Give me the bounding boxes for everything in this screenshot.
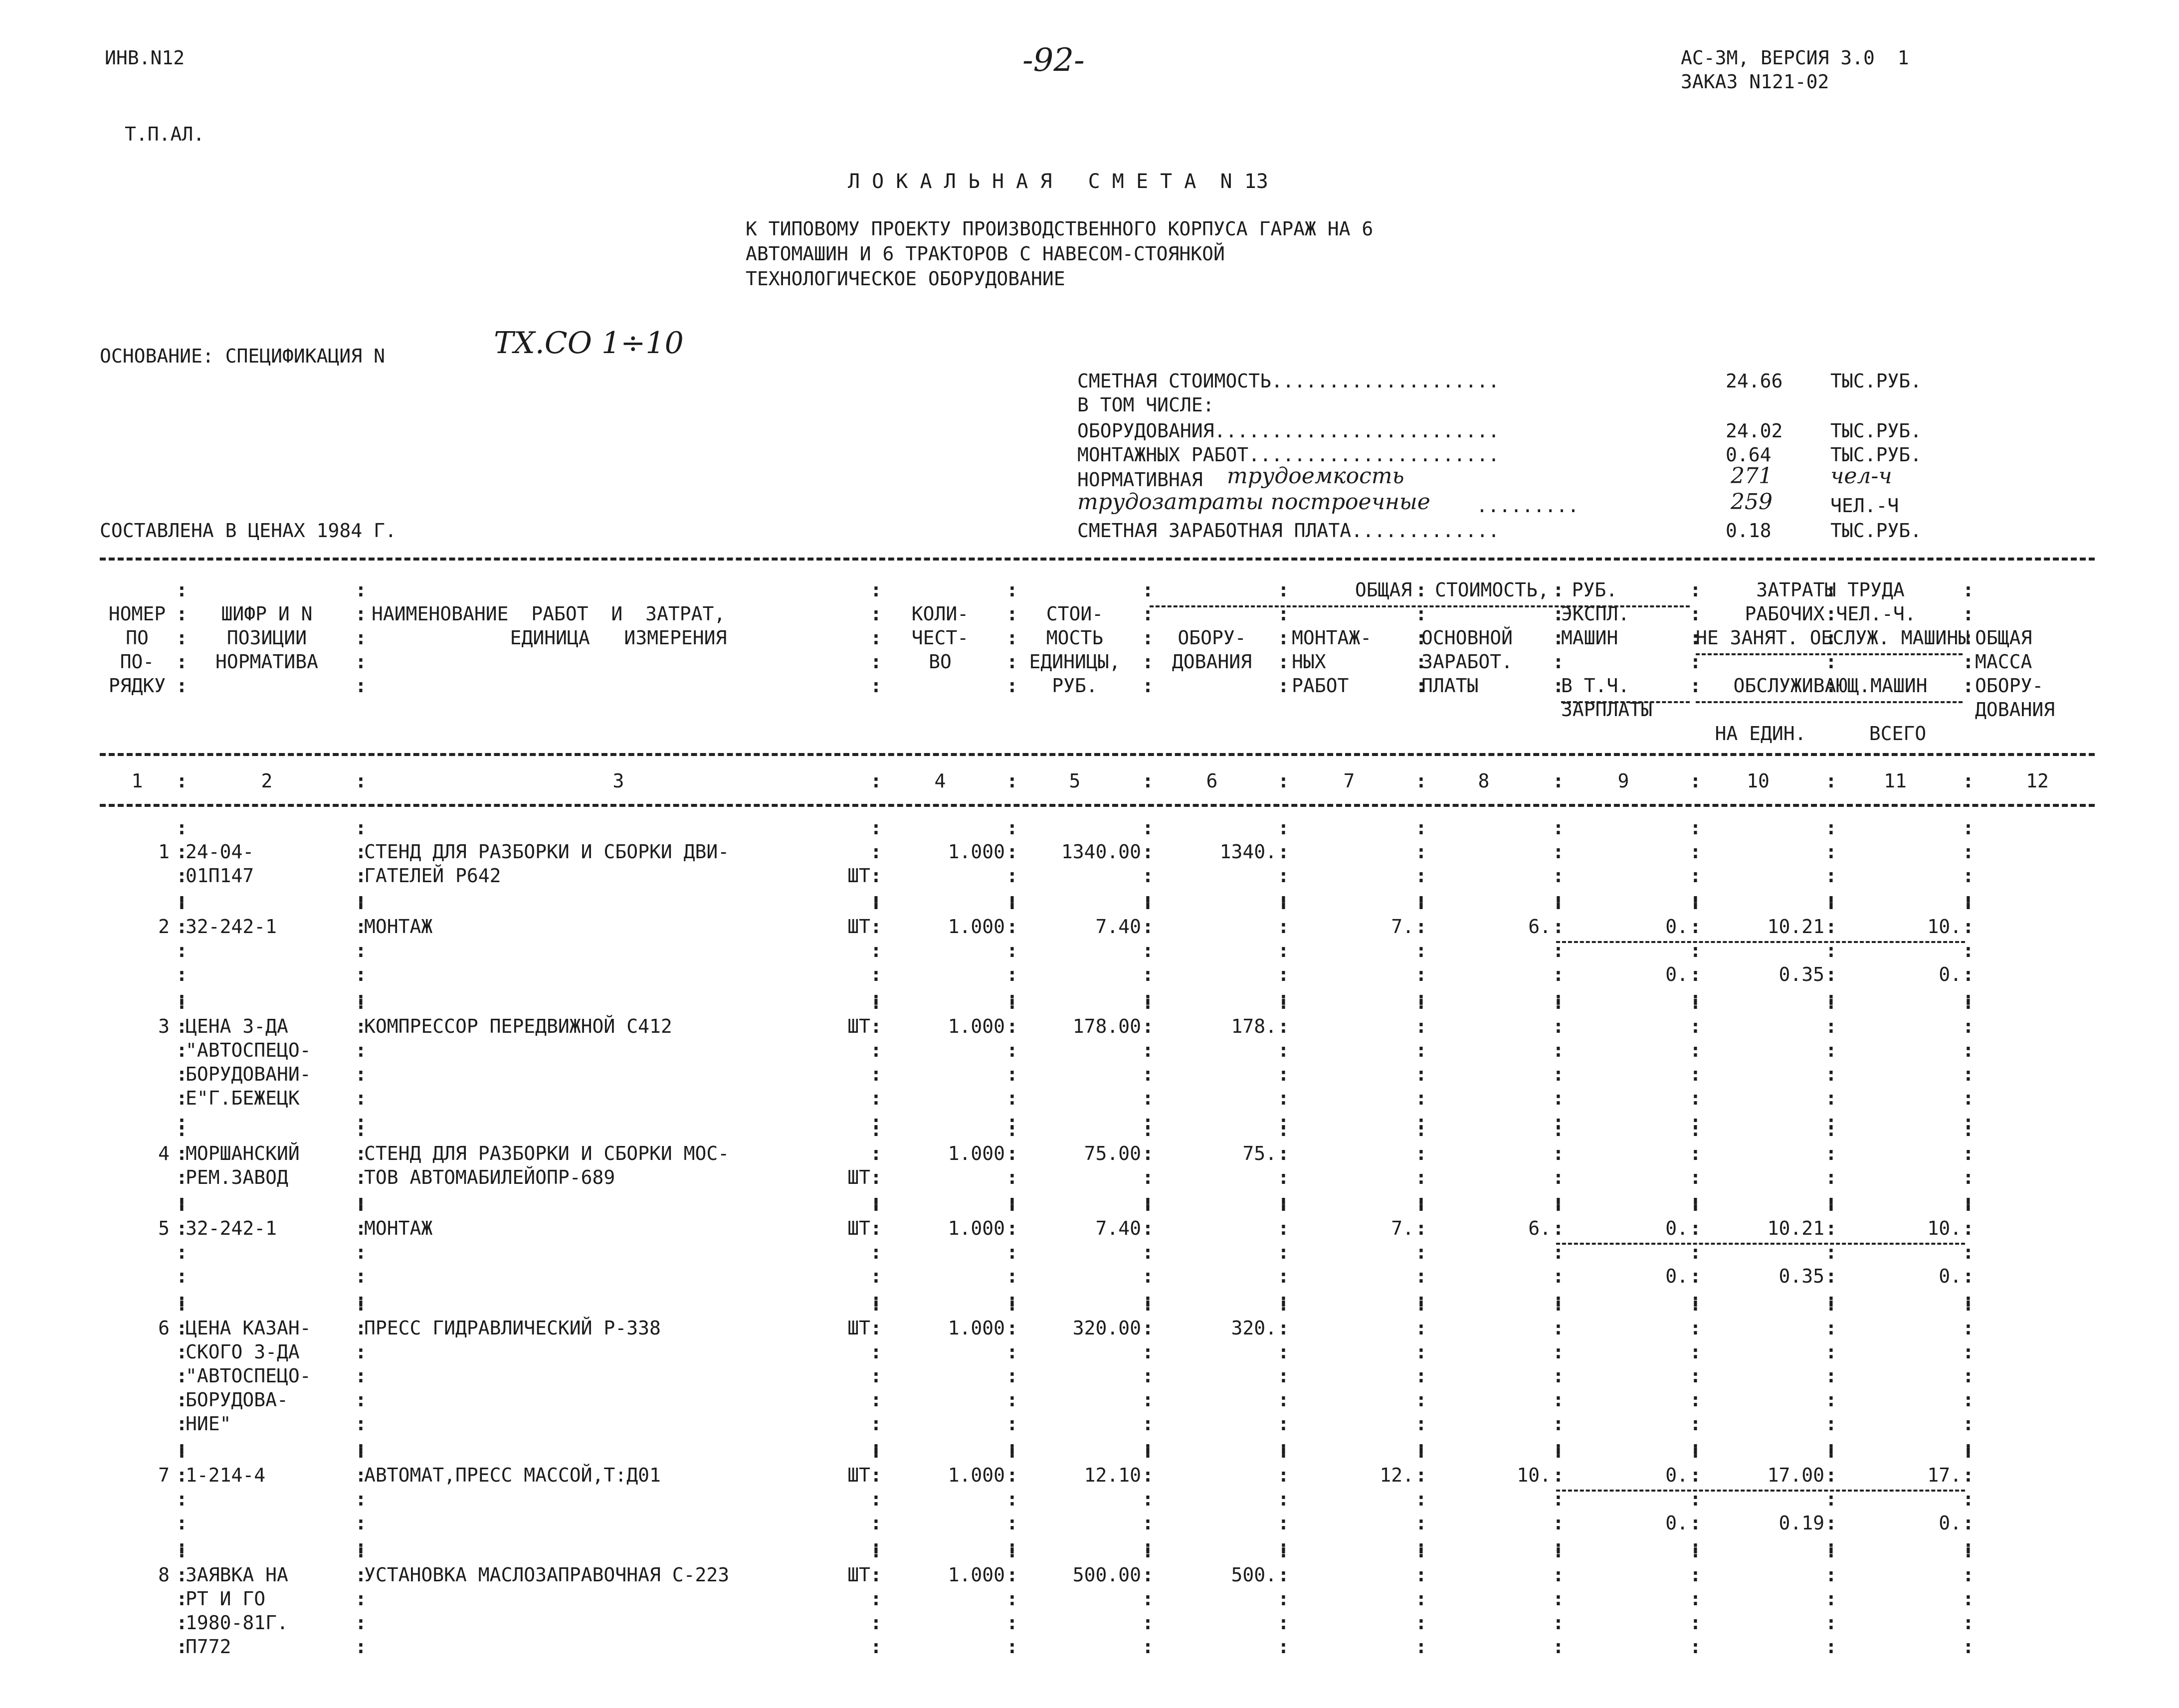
row-code: "АВТОСПЕЦО-: [186, 1365, 311, 1387]
row-name: УСТАНОВКА МАСЛОЗАПРАВОЧНАЯ С-223: [364, 1564, 730, 1586]
row-name: ПРЕСС ГИДРАВЛИЧЕСКИЙ Р-338: [364, 1317, 661, 1339]
row-subline: [1556, 941, 1965, 943]
summary-labor-actual-hand: трудозатраты построечные: [1077, 489, 1430, 515]
summary-total-value: 24.66: [1726, 370, 1783, 392]
row-machines-wage: 0.: [1665, 1512, 1688, 1534]
header-group-line: [1696, 653, 1963, 655]
summary-including-label: В ТОМ ЧИСЛЕ:: [1077, 394, 1214, 416]
header-labor-group: ЗАТРАТЫ ТРУДА: [1756, 579, 1905, 601]
header-labor-not-busy: НЕ ЗАНЯТ. ОБСЛУЖ. МАШИНЫ: [1696, 627, 1970, 649]
row-subline: [1556, 1243, 1965, 1245]
row-code: БОРУДОВА-: [186, 1389, 288, 1411]
summary-installation-unit: ТЫС.РУБ.: [1830, 444, 1922, 466]
header-unit-price: МОСТЬ: [1046, 627, 1104, 649]
row-service-total: 0.: [1939, 1265, 1962, 1287]
row-number: 3: [158, 1015, 170, 1037]
column-number: 2: [261, 770, 273, 792]
header-weight: ОБЩАЯ: [1975, 627, 2032, 649]
row-base-wage: 10.: [1517, 1464, 1551, 1486]
header-quantity: КОЛИ-: [911, 603, 969, 625]
row-code: 1980-81Г.: [186, 1612, 288, 1634]
row-code: 32-242-1: [186, 916, 277, 938]
row-name: МОНТАЖ: [364, 1217, 433, 1239]
row-number: 1: [158, 841, 170, 863]
header-weight: ОБОРУ-: [1975, 675, 2044, 697]
row-name: АВТОМАТ,ПРЕСС МАССОЙ,Т:Д01: [364, 1464, 661, 1486]
header-name: НАИМЕНОВАНИЕ РАБОТ И ЗАТРАТ,: [372, 603, 726, 625]
row-machines-wage: 0.: [1665, 963, 1688, 985]
estimate-title: Л О К А Л Ь Н А Я С М Е Т А N 13: [848, 170, 1268, 193]
row-unit-price: 1340.00: [1061, 841, 1141, 863]
row-machines: 0.: [1665, 1464, 1688, 1486]
row-code: СКОГО З-ДА: [186, 1341, 300, 1363]
row-unit-price: 320.00: [1072, 1317, 1141, 1339]
header-weight: МАССА: [1975, 651, 2032, 673]
author-initials: Т.П.АЛ.: [125, 123, 205, 145]
header-installation: НЫХ: [1292, 651, 1326, 673]
row-quantity: 1.000: [948, 1142, 1005, 1164]
row-equipment: 500.: [1231, 1564, 1277, 1586]
basis-label: ОСНОВАНИЕ: СПЕЦИФИКАЦИЯ N: [100, 345, 385, 367]
title-line-1: К ТИПОВОМУ ПРОЕКТУ ПРОИЗВОДСТВЕННОГО КОРПУСА ГАРАЖ НА 6: [746, 218, 1374, 240]
row-number: 4: [158, 1142, 170, 1164]
column-number: 5: [1069, 770, 1081, 792]
row-labor-per-unit: 10.21: [1767, 1217, 1824, 1239]
header-installation: МОНТАЖ-: [1292, 627, 1372, 649]
row-unit: ШТ: [847, 865, 870, 887]
header-per-unit: НА ЕДИН.: [1715, 723, 1806, 745]
row-number: 8: [158, 1564, 170, 1586]
summary-equipment-label: ОБОРУДОВАНИЯ.........................: [1077, 420, 1500, 442]
column-number: 7: [1343, 770, 1355, 792]
row-base-wage: 6.: [1528, 916, 1551, 938]
row-code: МОРШАНСКИЙ: [186, 1142, 300, 1164]
summary-labor-actual-value: 259: [1731, 489, 1773, 515]
summary-total-unit: ТЫС.РУБ.: [1830, 370, 1922, 392]
summary-wage-unit: ТЫС.РУБ.: [1830, 520, 1922, 542]
row-unit: ШТ: [847, 1217, 870, 1239]
row-unit-price: 7.40: [1095, 1217, 1141, 1239]
row-installation: 7.: [1391, 916, 1414, 938]
header-equipment: ОБОРУ-: [1178, 627, 1246, 649]
row-quantity: 1.000: [948, 1317, 1005, 1339]
header-row-number: НОМЕР: [108, 603, 166, 625]
header-row-number: РЯДКУ: [108, 675, 166, 697]
row-labor-per-unit: 10.21: [1767, 916, 1824, 938]
summary-labor-norm-value: 271: [1731, 463, 1773, 489]
row-name: СТЕНД ДЛЯ РАЗБОРКИ И СБОРКИ ДВИ-: [364, 841, 730, 863]
header-quantity: ЧЕСТ-: [911, 627, 969, 649]
summary-labor-actual-unit: ЧЕЛ.-Ч: [1830, 495, 1899, 517]
row-equipment: 320.: [1231, 1317, 1277, 1339]
row-code: РЕМ.ЗАВОД: [186, 1166, 288, 1188]
row-service-total: 0.: [1939, 963, 1962, 985]
row-number: 7: [158, 1464, 170, 1486]
header-base-wage: ЗАРАБОТ.: [1421, 651, 1513, 673]
column-number: 9: [1617, 770, 1629, 792]
row-unit: ШТ: [847, 1015, 870, 1037]
column-number: 4: [934, 770, 946, 792]
header-total-cost-group: ОБЩАЯ СТОИМОСТЬ, РУБ.: [1355, 579, 1618, 601]
row-quantity: 1.000: [948, 1564, 1005, 1586]
row-name: ГАТЕЛЕЙ Р642: [364, 865, 501, 887]
row-machines: 0.: [1665, 916, 1688, 938]
summary-labor-actual-dots: .........: [1476, 495, 1579, 517]
row-machines-wage: 0.: [1665, 1265, 1688, 1287]
row-name: СТЕНД ДЛЯ РАЗБОРКИ И СБОРКИ МОС-: [364, 1142, 730, 1164]
header-unit-price: СТОИ-: [1046, 603, 1104, 625]
header-machines: МАШИН: [1561, 627, 1618, 649]
inventory-number: ИНВ.N12: [105, 47, 185, 69]
row-code: "АВТОСПЕЦО-: [186, 1039, 311, 1061]
row-code: Е"Г.БЕЖЕЦК: [186, 1087, 300, 1109]
order-number: ЗАКАЗ N121-02: [1681, 71, 1829, 93]
summary-labor-norm-label: НОРМАТИВНАЯ: [1077, 469, 1203, 491]
table-top-separator: [100, 558, 2095, 561]
title-line-3: ТЕХНОЛОГИЧЕСКОЕ ОБОРУДОВАНИЕ: [746, 268, 1065, 290]
header-quantity: ВО: [929, 651, 952, 673]
header-labor-group: РАБОЧИХ ЧЕЛ.-Ч.: [1745, 603, 1916, 625]
header-row-number: ПО: [126, 627, 149, 649]
row-code: ЦЕНА КАЗАН-: [186, 1317, 311, 1339]
header-code: ШИФР И N: [221, 603, 313, 625]
header-code: НОРМАТИВА: [215, 651, 318, 673]
row-labor-total: 17.: [1927, 1464, 1962, 1486]
summary-total-label: СМЕТНАЯ СТОИМОСТЬ....................: [1077, 370, 1500, 392]
header-group-line: [1150, 605, 1690, 607]
row-quantity: 1.000: [948, 841, 1005, 863]
title-line-2: АВТОМАШИН И 6 ТРАКТОРОВ С НАВЕСОМ-СТОЯНКОЙ: [746, 243, 1225, 265]
column-number: 3: [612, 770, 624, 792]
summary-wage-label: СМЕТНАЯ ЗАРАБОТНАЯ ПЛАТА.............: [1077, 520, 1500, 542]
column-number: 11: [1884, 770, 1907, 792]
header-separator: [100, 753, 2095, 756]
row-code: ЗАЯВКА НА: [186, 1564, 288, 1586]
row-code: РТ И ГО: [186, 1588, 266, 1610]
header-base-wage: ОСНОВНОЙ: [1421, 627, 1513, 649]
header-group-line: [1696, 701, 1963, 703]
row-name: МОНТАЖ: [364, 916, 433, 938]
row-quantity: 1.000: [948, 916, 1005, 938]
column-number: 8: [1478, 770, 1490, 792]
summary-equipment-unit: ТЫС.РУБ.: [1830, 420, 1922, 442]
row-subline: [1556, 1490, 1965, 1492]
row-code: НИЕ": [186, 1413, 231, 1435]
page-number: -92-: [1022, 42, 1085, 79]
row-name: КОМПРЕССОР ПЕРЕДВИЖНОЙ С412: [364, 1015, 672, 1037]
header-row-number: ПО-: [120, 651, 155, 673]
row-equipment: 1340.: [1219, 841, 1277, 863]
header-machines: ЗАРПЛАТЫ: [1561, 699, 1653, 721]
row-code: БОРУДОВАНИ-: [186, 1063, 311, 1085]
row-name: ТОВ АВТОМАБИЛЕЙОПР-689: [364, 1166, 615, 1188]
header-unit: ЕДИНИЦА ИЗМЕРЕНИЯ: [510, 627, 727, 649]
header-base-wage: ПЛАТЫ: [1421, 675, 1479, 697]
row-equipment: 75.: [1242, 1142, 1277, 1164]
row-service-per-unit: 0.35: [1779, 963, 1824, 985]
summary-equipment-value: 24.02: [1726, 420, 1783, 442]
row-code: 24-04-: [186, 841, 254, 863]
row-unit-price: 7.40: [1095, 916, 1141, 938]
row-unit: ШТ: [847, 1317, 870, 1339]
column-number: 1: [131, 770, 143, 792]
summary-installation-value: 0.64: [1726, 444, 1772, 466]
row-quantity: 1.000: [948, 1015, 1005, 1037]
row-base-wage: 6.: [1528, 1217, 1551, 1239]
row-code: П772: [186, 1636, 231, 1658]
header-weight: ДОВАНИЯ: [1975, 699, 2055, 721]
row-code: 32-242-1: [186, 1217, 277, 1239]
row-unit-price: 12.10: [1084, 1464, 1141, 1486]
row-labor-total: 10.: [1927, 1217, 1962, 1239]
header-machines: ЭКСПЛ.: [1561, 603, 1630, 625]
header-machines: В Т.Ч.: [1561, 675, 1630, 697]
row-unit: ШТ: [847, 1564, 870, 1586]
row-labor-per-unit: 17.00: [1767, 1464, 1824, 1486]
header-installation: РАБОТ: [1292, 675, 1349, 697]
row-service-per-unit: 0.35: [1779, 1265, 1824, 1287]
summary-labor-norm-hand: трудоемкость: [1227, 463, 1404, 489]
row-installation: 12.: [1380, 1464, 1414, 1486]
header-group-line: [1561, 701, 1690, 703]
column-numbers-separator: [100, 804, 2095, 807]
row-machines: 0.: [1665, 1217, 1688, 1239]
prices-note: СОСТАВЛЕНА В ЦЕНАХ 1984 Г.: [100, 520, 396, 542]
row-number: 6: [158, 1317, 170, 1339]
row-equipment: 178.: [1231, 1015, 1277, 1037]
software-version: АС-3М, ВЕРСИЯ 3.0 1: [1681, 47, 1909, 69]
row-unit-price: 75.00: [1084, 1142, 1141, 1164]
column-number: 12: [2026, 770, 2049, 792]
header-labor-service: ОБСЛУЖИВАЮЩ.МАШИН: [1733, 675, 1928, 697]
header-total: ВСЕГО: [1869, 723, 1927, 745]
basis-handwritten: ТХ.СО 1÷10: [494, 326, 684, 361]
row-code: ЦЕНА З-ДА: [186, 1015, 288, 1037]
header-equipment: ДОВАНИЯ: [1172, 651, 1252, 673]
row-number: 2: [158, 916, 170, 938]
row-unit: ШТ: [847, 1464, 870, 1486]
row-code: 1-214-4: [186, 1464, 266, 1486]
row-unit: ШТ: [847, 1166, 870, 1188]
row-number: 5: [158, 1217, 170, 1239]
row-unit-price: 500.00: [1072, 1564, 1141, 1586]
row-quantity: 1.000: [948, 1217, 1005, 1239]
header-unit-price: ЕДИНИЦЫ,: [1029, 651, 1121, 673]
header-unit-price: РУБ.: [1052, 675, 1098, 697]
row-service-total: 0.: [1939, 1512, 1962, 1534]
summary-wage-value: 0.18: [1726, 520, 1772, 542]
row-quantity: 1.000: [948, 1464, 1005, 1486]
row-code: 01П147: [186, 865, 254, 887]
row-service-per-unit: 0.19: [1779, 1512, 1824, 1534]
row-unit: ШТ: [847, 916, 870, 938]
column-number: 6: [1206, 770, 1218, 792]
row-installation: 7.: [1391, 1217, 1414, 1239]
summary-installation-label: МОНТАЖНЫХ РАБОТ......................: [1077, 444, 1500, 466]
row-unit-price: 178.00: [1072, 1015, 1141, 1037]
summary-labor-norm-unit: чел-ч: [1830, 463, 1892, 489]
column-number: 10: [1747, 770, 1770, 792]
row-labor-total: 10.: [1927, 916, 1962, 938]
header-code: ПОЗИЦИИ: [226, 627, 307, 649]
